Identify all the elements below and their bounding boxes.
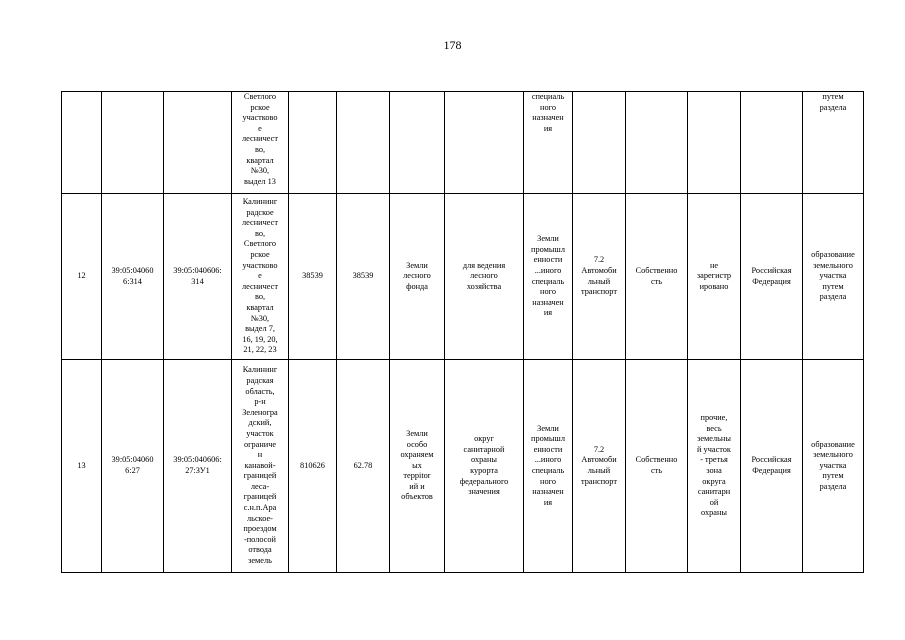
new-cadastral-number-cell (164, 92, 232, 194)
total-area-cell: 38539 (289, 194, 337, 360)
row-number-cell: 12 (62, 194, 102, 360)
cadastral-number-cell (102, 92, 164, 194)
row-number-cell (62, 92, 102, 194)
cadastral-number-cell: 39:05:04060 6:314 (102, 194, 164, 360)
location-cell: Светлого рское участково е лесничест во, квартал №30, выдел 13 (232, 92, 289, 194)
encumbrance-cell: не зарегистр ировано (688, 194, 741, 360)
new-category-cell: Земли промышл енности ...иного специаль ного назначен ия (524, 194, 573, 360)
use-code-cell: 7.2 Автомоби льный транспорт (573, 360, 626, 573)
use-code-cell: 7.2 Автомоби льный транспорт (573, 194, 626, 360)
encumbrance-cell (688, 92, 741, 194)
permitted-use-cell: для ведения лесного хозяйства (445, 194, 524, 360)
right-type-cell: Собственно сть (626, 360, 688, 573)
new-cadastral-number-cell: 39:05:040606: 314 (164, 194, 232, 360)
action-cell: образование земельного участка путем раздела (803, 360, 864, 573)
table-row (62, 194, 864, 360)
action-cell: путем раздела (803, 92, 864, 194)
affected-area-cell: 62.78 (337, 360, 390, 573)
affected-area-cell: 38539 (337, 194, 390, 360)
land-category-cell (390, 92, 445, 194)
permitted-use-cell (445, 92, 524, 194)
table-row (62, 360, 864, 573)
cadastral-number-cell: 39:05:04060 6:27 (102, 360, 164, 573)
land-category-cell: Земли лесного фонда (390, 194, 445, 360)
encumbrance-cell: прочие, весь земельны й участок - третья зона округа санитарн ой охраны (688, 360, 741, 573)
new-category-cell: специаль ного назначен ия (524, 92, 573, 194)
permitted-use-cell: округ санитарной охраны курорта федерального значения (445, 360, 524, 573)
land-plots-table (61, 91, 864, 573)
use-code-cell (573, 92, 626, 194)
location-cell: Калининг радская область, р-н Зеленогра дский, участок ограниче н канавой- границей леса- границей с.н.п.Ара льское- проездом -полосой отвода земель (232, 360, 289, 573)
right-type-cell (626, 92, 688, 194)
total-area-cell (289, 92, 337, 194)
row-number-cell: 13 (62, 360, 102, 573)
right-type-cell: Собственно сть (626, 194, 688, 360)
new-cadastral-number-cell: 39:05:040606: 27:ЗУ1 (164, 360, 232, 573)
action-cell: образование земельного участка путем раздела (803, 194, 864, 360)
table-row (62, 92, 864, 194)
location-cell: Калининг радское лесничест во, Светлого рское участково е лесничест во, квартал №30, выдел 7, 16, 19, 20, 21, 22, 23 (232, 194, 289, 360)
new-category-cell: Земли промышл енности ...иного специаль ного назначен ия (524, 360, 573, 573)
total-area-cell: 810626 (289, 360, 337, 573)
land-category-cell: Земли особо охраняем ых террitor ий и объектов (390, 360, 445, 573)
owner-cell: Российская Федерация (741, 194, 803, 360)
owner-cell: Российская Федерация (741, 360, 803, 573)
owner-cell (741, 92, 803, 194)
affected-area-cell (337, 92, 390, 194)
page-number: 178 (443, 38, 462, 52)
